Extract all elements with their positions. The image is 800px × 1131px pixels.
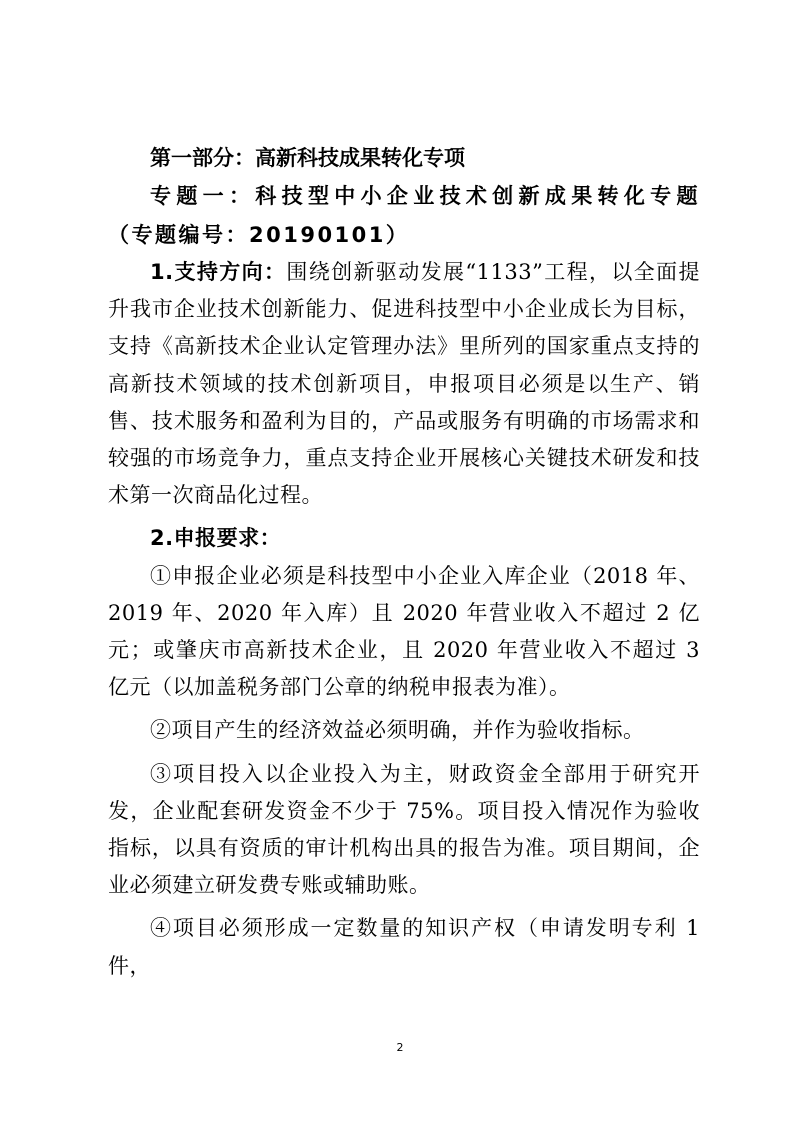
support-direction-label: 1.支持方向： xyxy=(150,260,287,285)
topic-title: 专题一：科技型中小企业技术创新成果转化专题 （专题编号：20190101） xyxy=(108,184,700,247)
support-direction-text: 围绕创新驱动发展“1133”工程，以全面提升我市企业技术创新能力、促进科技型中小企业成长为目标，支持《高新技术企业认定管理办法》里所列的国家重点支持的高新技术领域的技术创新项目，申报项目必须是以生产、销售、技术服务和盈利为目的，产品或服务有明确的市场需求和较强的市场竞争力，重点支持企业开展核心关键技术研发和技术第一次商品化过程。 xyxy=(108,260,700,508)
requirement-item-1: ①申报企业必须是科技型中小企业入库企业（2018 年、2019 年、2020 年入库）且 2020 年营业收入不超过 2 亿元；或肇庆市高新技术企业，且 2020 年营业收入不超过 3 亿元（以加盖税务部门公章的纳税申报表为准）。 xyxy=(108,563,700,700)
requirements-heading xyxy=(108,520,700,557)
page-content xyxy=(108,140,700,985)
part-title: 第一部分：高新科技成果转化专项 xyxy=(150,146,465,170)
support-direction-paragraph xyxy=(108,254,700,514)
requirement-item-4: ④项目必须形成一定数量的知识产权（申请发明专利 1 件， xyxy=(108,916,700,978)
requirement-item-2: ②项目产生的经济效益必须明确，并作为验收指标。 xyxy=(150,718,645,743)
requirement-item-3: ③项目投入以企业投入为主，财政资金全部用于研究开发，企业配套研发资金不少于 75%。项目投入情况作为验收指标，以具有资质的审计机构出具的报告为准。项目期间，企业必须建立研发费专账或辅助账。 xyxy=(108,761,700,898)
requirements-label: 2.申报要求： xyxy=(150,526,282,551)
page-number: 2 xyxy=(396,1041,404,1054)
